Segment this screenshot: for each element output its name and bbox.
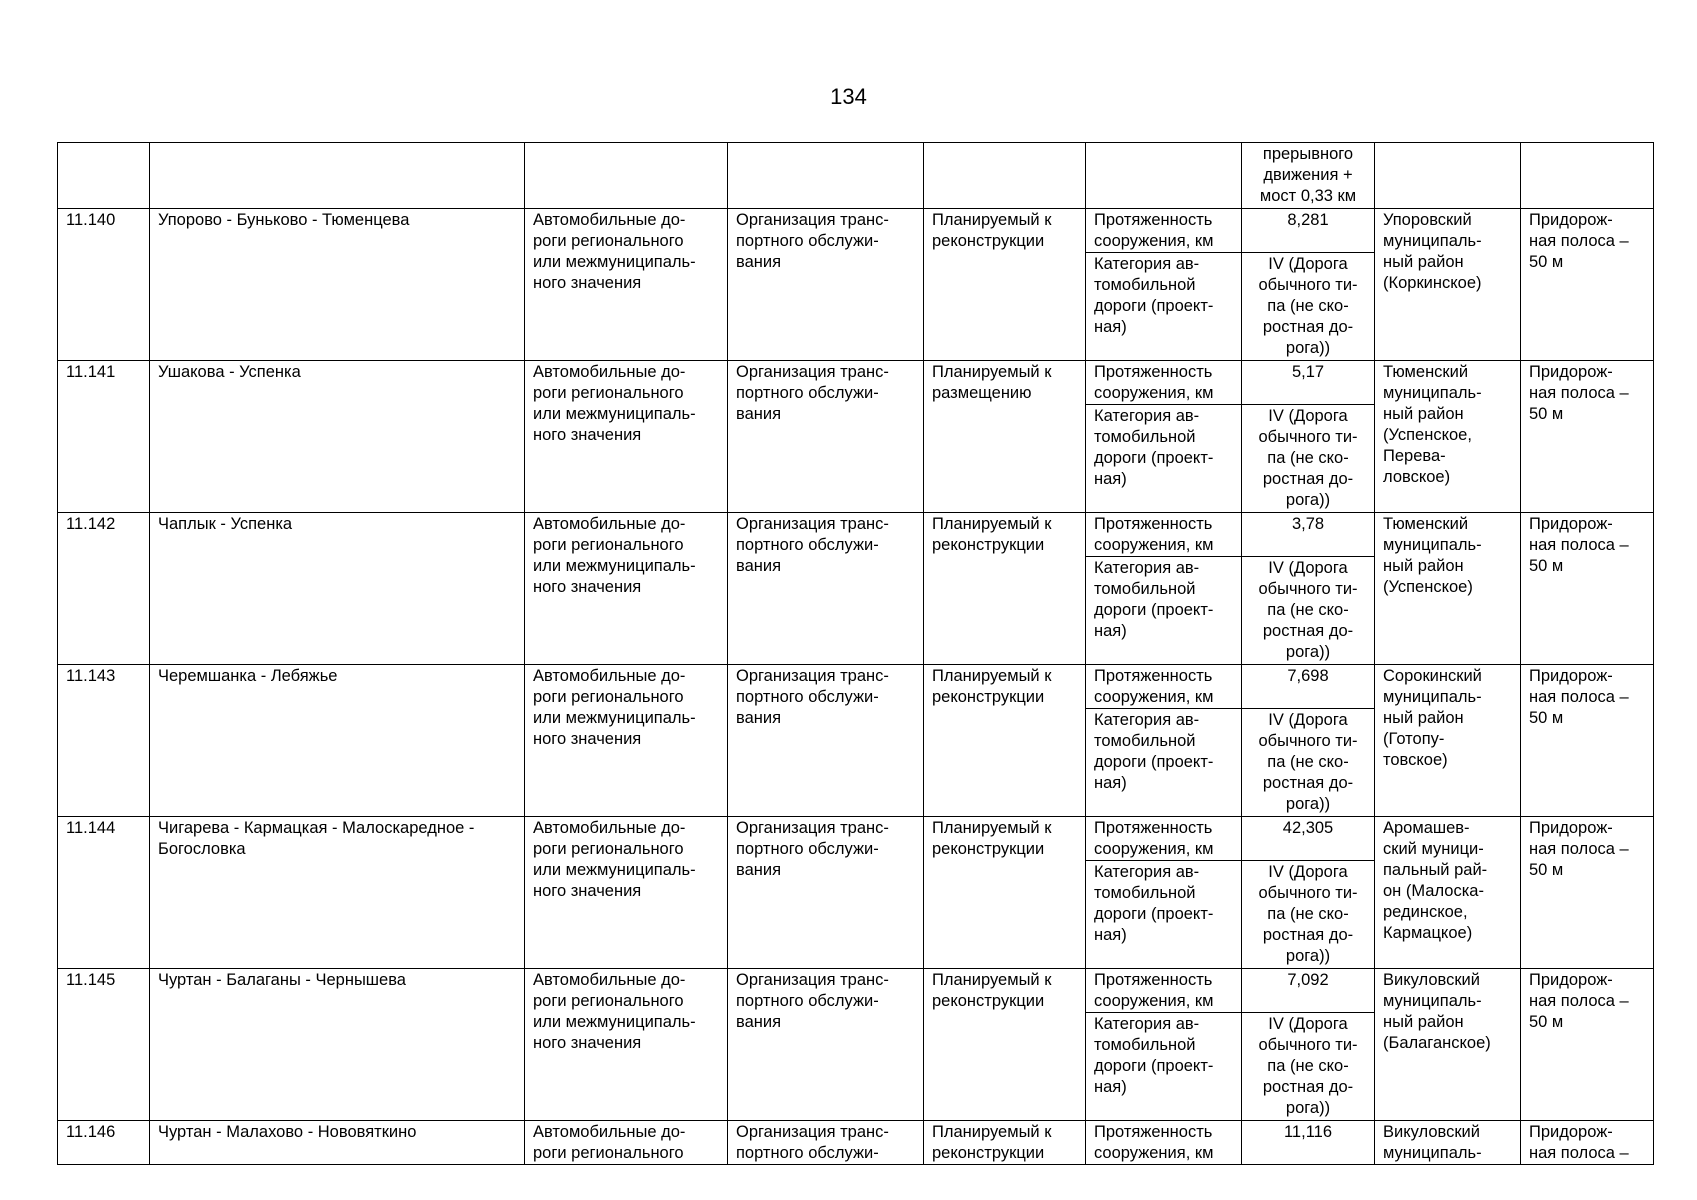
table-row (58, 665, 1654, 709)
param-name: Протяженность сооружения, км (1086, 513, 1242, 557)
object-status: Планируемый к размещению (924, 361, 1086, 513)
object-status: Планируемый к реконструкции (924, 969, 1086, 1121)
object-status: Планируемый к реконструкции (924, 1121, 1086, 1165)
object-purpose: Организация транс- портного обслужи- вания (728, 361, 924, 513)
param-name: Протяженность сооружения, км (1086, 1121, 1242, 1165)
table-row (58, 1121, 1654, 1165)
object-purpose: Организация транс- портного обслужи- вания (728, 969, 924, 1121)
object-location: Тюменский муниципаль- ный район (Успенское, Перева- ловское) (1375, 361, 1521, 513)
object-location: Викуловский муниципаль- (1375, 1121, 1521, 1165)
param-value: IV (Дорога обычного ти- па (не ско- ростная до- рога)) (1242, 405, 1375, 513)
param-name: Протяженность сооружения, км (1086, 817, 1242, 861)
row-number: 11.146 (58, 1121, 150, 1165)
object-name: Чуртан - Балаганы - Чернышева (150, 969, 525, 1121)
object-status: Планируемый к реконструкции (924, 665, 1086, 817)
param-value: 8,281 (1242, 209, 1375, 253)
table-row (58, 969, 1654, 1013)
zone-description: Придорож- ная полоса – (1521, 1121, 1654, 1165)
object-status: Планируемый к реконструкции (924, 817, 1086, 969)
object-location: Аромашев- ский муници- пальный рай- он (Малоска- рединское, Кармацкое) (1375, 817, 1521, 969)
param-value: IV (Дорога обычного ти- па (не ско- ростная до- рога)) (1242, 1013, 1375, 1121)
object-status: Планируемый к реконструкции (924, 209, 1086, 361)
param-name: Протяженность сооружения, км (1086, 665, 1242, 709)
row-number: 11.142 (58, 513, 150, 665)
param-value: IV (Дорога обычного ти- па (не ско- ростная до- рога)) (1242, 861, 1375, 969)
row-number: 11.143 (58, 665, 150, 817)
param-name: Категория ав- томобильной дороги (проект- ная) (1086, 253, 1242, 361)
object-location: Сорокинский муниципаль- ный район (Готопу- товское) (1375, 665, 1521, 817)
object-location: Упоровский муниципаль- ный район (Коркинское) (1375, 209, 1521, 361)
object-type: Автомобильные до- роги регионального или межмуниципаль- ного значения (525, 209, 728, 361)
row-number: 11.140 (58, 209, 150, 361)
object-location: Тюменский муниципаль- ный район (Успенское) (1375, 513, 1521, 665)
object-status: Планируемый к реконструкции (924, 513, 1086, 665)
table-row (58, 209, 1654, 253)
object-name: Упорово - Буньково - Тюменцева (150, 209, 525, 361)
zone-description: Придорож- ная полоса – 50 м (1521, 665, 1654, 817)
table-row (58, 361, 1654, 405)
object-name: Черемшанка - Лебяжье (150, 665, 525, 817)
param-value: 7,092 (1242, 969, 1375, 1013)
object-name: Чигарева - Кармацкая - Малоскаредное - Богословка (150, 817, 525, 969)
object-purpose: Организация транс- портного обслужи- вания (728, 665, 924, 817)
object-name: Чаплык - Успенка (150, 513, 525, 665)
objects-table (57, 142, 1654, 1165)
param-name: Категория ав- томобильной дороги (проект- ная) (1086, 861, 1242, 969)
continuation-row (58, 143, 1654, 209)
param-value: 42,305 (1242, 817, 1375, 861)
param-name: Протяженность сооружения, км (1086, 361, 1242, 405)
object-type: Автомобильные до- роги регионального или межмуниципаль- ного значения (525, 665, 728, 817)
row-number: 11.141 (58, 361, 150, 513)
param-name: Категория ав- томобильной дороги (проект- ная) (1086, 557, 1242, 665)
object-location: Викуловский муниципаль- ный район (Балаганское) (1375, 969, 1521, 1121)
object-purpose: Организация транс- портного обслужи- вания (728, 513, 924, 665)
object-name: Ушакова - Успенка (150, 361, 525, 513)
object-type: Автомобильные до- роги регионального или межмуниципаль- ного значения (525, 361, 728, 513)
param-name: Категория ав- томобильной дороги (проект- ная) (1086, 709, 1242, 817)
object-type: Автомобильные до- роги регионального или межмуниципаль- ного значения (525, 817, 728, 969)
param-value: 5,17 (1242, 361, 1375, 405)
param-value: 11,116 (1242, 1121, 1375, 1165)
zone-description: Придорож- ная полоса – 50 м (1521, 817, 1654, 969)
object-type: Автомобильные до- роги регионального или межмуниципаль- ного значения (525, 513, 728, 665)
param-value: 3,78 (1242, 513, 1375, 557)
row-number: 11.145 (58, 969, 150, 1121)
object-type: Автомобильные до- роги регионального (525, 1121, 728, 1165)
page-number: 134 (830, 84, 867, 109)
table-row (58, 513, 1654, 557)
object-name: Чуртан - Малахово - Нововяткино (150, 1121, 525, 1165)
table-row (58, 817, 1654, 861)
param-name: Категория ав- томобильной дороги (проект- ная) (1086, 1013, 1242, 1121)
row-number: 11.144 (58, 817, 150, 969)
zone-description: Придорож- ная полоса – 50 м (1521, 969, 1654, 1121)
zone-description: Придорож- ная полоса – 50 м (1521, 209, 1654, 361)
param-value: IV (Дорога обычного ти- па (не ско- ростная до- рога)) (1242, 709, 1375, 817)
object-purpose: Организация транс- портного обслужи- вания (728, 209, 924, 361)
zone-description: Придорож- ная полоса – 50 м (1521, 513, 1654, 665)
object-purpose: Организация транс- портного обслужи- вания (728, 817, 924, 969)
param-value: IV (Дорога обычного ти- па (не ско- ростная до- рога)) (1242, 253, 1375, 361)
object-purpose: Организация транс- портного обслужи- (728, 1121, 924, 1165)
zone-description: Придорож- ная полоса – 50 м (1521, 361, 1654, 513)
param-value: прерывного движения + мост 0,33 км (1242, 143, 1375, 209)
param-name: Категория ав- томобильной дороги (проект- ная) (1086, 405, 1242, 513)
object-type: Автомобильные до- роги регионального или межмуниципаль- ного значения (525, 969, 728, 1121)
param-name: Протяженность сооружения, км (1086, 209, 1242, 253)
param-value: 7,698 (1242, 665, 1375, 709)
param-value: IV (Дорога обычного ти- па (не ско- ростная до- рога)) (1242, 557, 1375, 665)
param-name: Протяженность сооружения, км (1086, 969, 1242, 1013)
